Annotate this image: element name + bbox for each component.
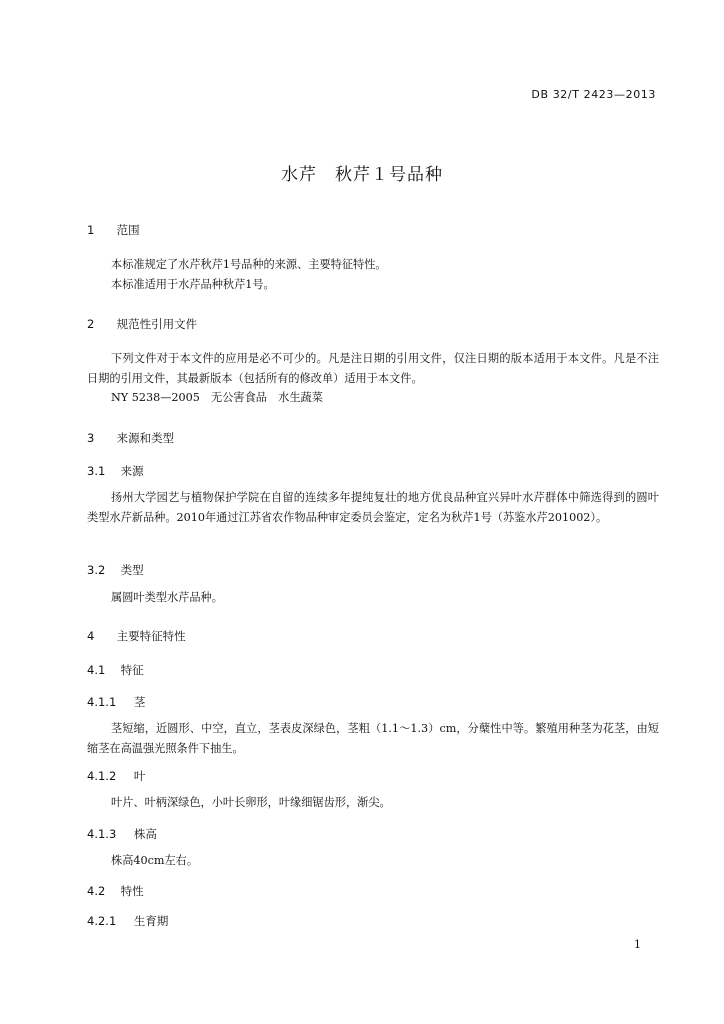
- subsection-heading-4-2-1: [87, 913, 168, 929]
- section-title: 主要特征特性: [116, 629, 186, 643]
- subsection-heading-4-1-1: [87, 694, 145, 710]
- subsection-heading-4-1-3: [87, 826, 157, 842]
- section-number: 4.1.3: [87, 827, 117, 841]
- section-number: 4.1.1: [87, 695, 117, 709]
- section-number: 1: [87, 223, 95, 237]
- scope-paragraph-2: 本标准适用于水芹品种秋芹1号。: [111, 278, 275, 291]
- section-title: 特性: [120, 884, 144, 898]
- section-title: 范围: [116, 223, 140, 237]
- section-heading-2: [87, 316, 197, 332]
- page-number: 1: [634, 938, 641, 951]
- subsection-heading-3-1: [87, 463, 144, 479]
- standard-number: DB 32/T 2423—2013: [531, 88, 656, 101]
- reference-item: NY 5238—2005 无公害食品 水生蔬菜: [111, 391, 323, 404]
- type-paragraph: 属圆叶类型水芹品种。: [111, 591, 223, 604]
- section-number: 4.2.1: [87, 914, 117, 928]
- section-heading-1: [87, 222, 140, 238]
- section-title: 规范性引用文件: [116, 317, 198, 331]
- subsection-heading-4-2: [87, 883, 144, 899]
- normative-references-paragraph: 下列文件对于本文件的应用是必不可少的。凡是注日期的引用文件，仅注日期的版本适用于本文件。凡是不注日期的引用文件，其最新版本（包括所有的修改单）适用于本文件。: [87, 352, 659, 385]
- stem-paragraph: 茎短缩，近圆形、中空，直立，茎表皮深绿色，茎粗（1.1～1.3）cm，分蘖性中等。繁殖用种茎为花茎，由短缩茎在高温强光照条件下抽生。: [87, 722, 659, 755]
- section-title: 来源和类型: [116, 431, 175, 445]
- plant-height-paragraph: 株高40cm左右。: [111, 854, 199, 867]
- section-number: 4.1: [87, 663, 106, 677]
- section-title: 特征: [120, 663, 144, 677]
- section-title: 类型: [120, 563, 144, 577]
- section-number: 3.1: [87, 464, 106, 478]
- section-title: 株高: [133, 827, 157, 841]
- section-number: 3: [87, 431, 95, 445]
- section-number: 3.2: [87, 563, 106, 577]
- subsection-heading-3-2: [87, 562, 144, 578]
- section-number: 2: [87, 317, 95, 331]
- document-title: 水芹 秋芹１号品种: [281, 165, 443, 185]
- section-number: 4: [87, 629, 95, 643]
- section-title: 生育期: [133, 914, 169, 928]
- section-number: 4.2: [87, 884, 106, 898]
- section-title: 叶: [133, 769, 146, 783]
- section-title: 来源: [120, 464, 144, 478]
- section-heading-3: [87, 430, 174, 446]
- section-number: 4.1.2: [87, 769, 117, 783]
- source-paragraph: 扬州大学园艺与植物保护学院在自留的连续多年提纯复壮的地方优良品种宜兴异叶水芹群体中筛选得到的圆叶类型水芹新品种。2010年通过江苏省农作物品种审定委员会鉴定，定名为秋芹1号（苏鉴水芹201002）。: [87, 491, 659, 524]
- subsection-heading-4-1: [87, 662, 144, 678]
- section-heading-4: [87, 628, 186, 644]
- section-title: 茎: [133, 695, 146, 709]
- leaf-paragraph: 叶片、叶柄深绿色，小叶长卵形，叶缘细锯齿形，渐尖。: [111, 796, 391, 809]
- subsection-heading-4-1-2: [87, 768, 145, 784]
- scope-paragraph-1: 本标准规定了水芹秋芹1号品种的来源、主要特征特性。: [111, 258, 387, 271]
